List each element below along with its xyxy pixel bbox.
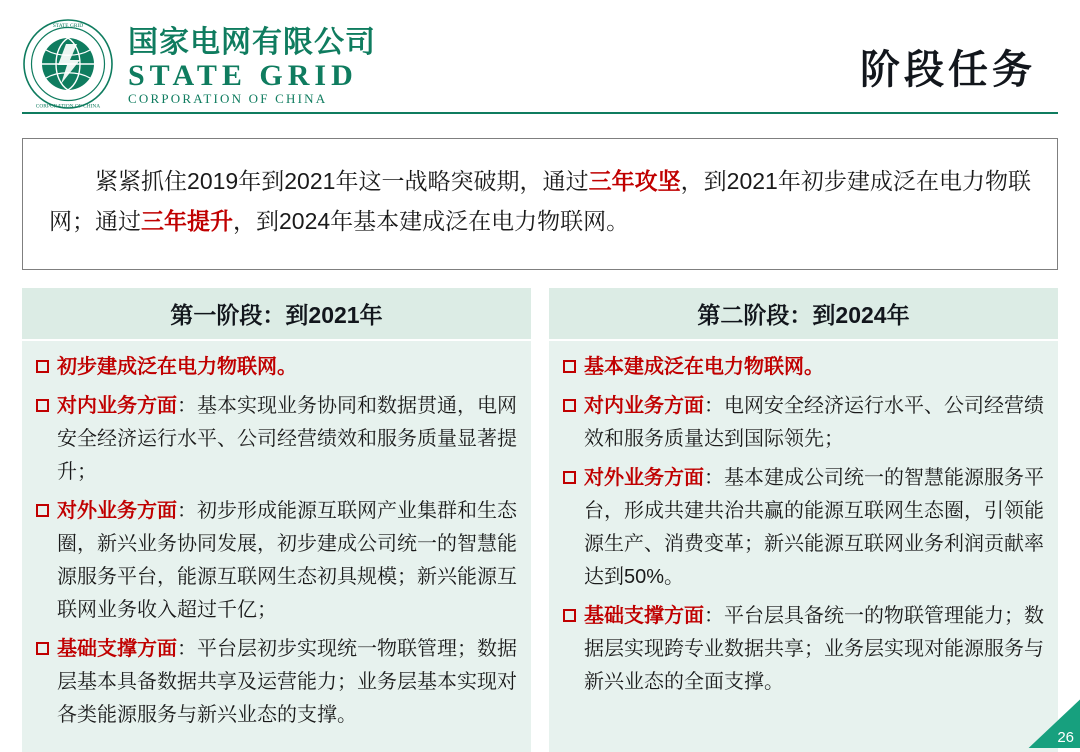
page-number-corner (1018, 690, 1080, 748)
list-item (563, 600, 1044, 699)
list-item (36, 633, 517, 732)
list-item (563, 351, 1044, 384)
list-item-body: ：平台层初步实现统一物联管理；数据层基本具备数据共享及运营能力；业务层基本实现对各类能源服务与新兴业态的支撑。 (57, 638, 517, 726)
svg-text:CORPORATION OF CHINA: CORPORATION OF CHINA (35, 103, 101, 110)
list-item (36, 495, 517, 627)
square-bullet-icon (36, 504, 49, 517)
square-bullet-icon (563, 471, 576, 484)
brand-logo (22, 18, 376, 110)
summary-box (22, 138, 1058, 270)
summary-part-0: 紧紧抓住2019年到2021年这一战略突破期，通过 (95, 168, 589, 194)
square-bullet-icon (563, 360, 576, 373)
list-item-lead: 基础支撑方面 (57, 638, 177, 660)
list-item-body: ：基本实现业务协同和数据贯通，电网安全经济运行水平、公司经营绩效和服务质量显著提升； (57, 395, 517, 483)
brand-name-en: STATE GRID (128, 58, 358, 92)
phase-1-title: 第一阶段：到2021年 (22, 288, 531, 341)
list-item-body: ：基本建成公司统一的智慧能源服务平台，形成共建共治共赢的能源互联网生态圈，引领能源生产、消费变革；新兴能源互联网业务利润贡献率达到50%。 (584, 467, 1044, 588)
page-number: 26 (1057, 729, 1074, 746)
brand-wordmark (128, 24, 376, 105)
square-bullet-icon (563, 399, 576, 412)
list-item-lead: 基本建成泛在电力物联网。 (584, 356, 824, 378)
list-item-text (584, 462, 1044, 594)
summary-highlight-1: 三年攻坚 (588, 168, 681, 194)
phase-2-body (549, 341, 1058, 752)
list-item-text (57, 633, 517, 732)
square-bullet-icon (36, 399, 49, 412)
list-item-text (584, 390, 1044, 456)
brand-name-cn: 国家电网有限公司 (128, 25, 376, 59)
phase-columns (22, 288, 1058, 752)
list-item (563, 462, 1044, 594)
page-title: 阶段任务 (860, 48, 1036, 92)
svg-text:STATE GRID: STATE GRID (52, 23, 84, 29)
summary-paragraph (49, 161, 1031, 241)
summary-highlight-3: 三年提升 (141, 208, 233, 234)
list-item-body: ：初步形成能源互联网产业集群和生态圈，新兴业务协同发展，初步建成公司统一的智慧能源服务平台，能源互联网生态初具规模；新兴能源互联网业务收入超过千亿； (57, 500, 517, 621)
list-item-body: ：电网安全经济运行水平、公司经营绩效和服务质量达到国际领先； (584, 395, 1044, 450)
list-item-text (584, 351, 1044, 384)
list-item-lead: 对外业务方面 (57, 500, 177, 522)
list-item-lead: 对内业务方面 (584, 395, 704, 417)
list-item-lead: 对外业务方面 (584, 467, 704, 489)
list-item-body: ：平台层具备统一的物联管理能力；数据层实现跨专业数据共享；业务层实现对能源服务与新兴业态的全面支撑。 (584, 605, 1044, 693)
phase-column-1 (22, 288, 531, 752)
list-item-lead: 基础支撑方面 (584, 605, 704, 627)
phase-2-title: 第二阶段：到2024年 (549, 288, 1058, 341)
list-item (36, 351, 517, 384)
summary-part-4: ，到2024年基本建成泛在电力物联网。 (233, 208, 630, 234)
list-item (563, 390, 1044, 456)
summary-part-2: ，到2021年初步建成泛在电力物联网；通过 (49, 168, 1031, 234)
square-bullet-icon (36, 642, 49, 655)
phase-1-body (22, 341, 531, 752)
list-item-text (57, 351, 517, 384)
brand-subtitle-en: CORPORATION OF CHINA (128, 90, 328, 106)
phase-column-2 (549, 288, 1058, 752)
header-divider (22, 112, 1058, 114)
list-item-text (57, 495, 517, 627)
square-bullet-icon (563, 609, 576, 622)
state-grid-globe-logo-icon (22, 18, 114, 110)
list-item-text (584, 600, 1044, 699)
list-item (36, 390, 517, 489)
list-item-lead: 对内业务方面 (57, 395, 177, 417)
slide-header (0, 0, 1080, 128)
square-bullet-icon (36, 360, 49, 373)
list-item-lead: 初步建成泛在电力物联网。 (57, 356, 297, 378)
list-item-text (57, 390, 517, 489)
